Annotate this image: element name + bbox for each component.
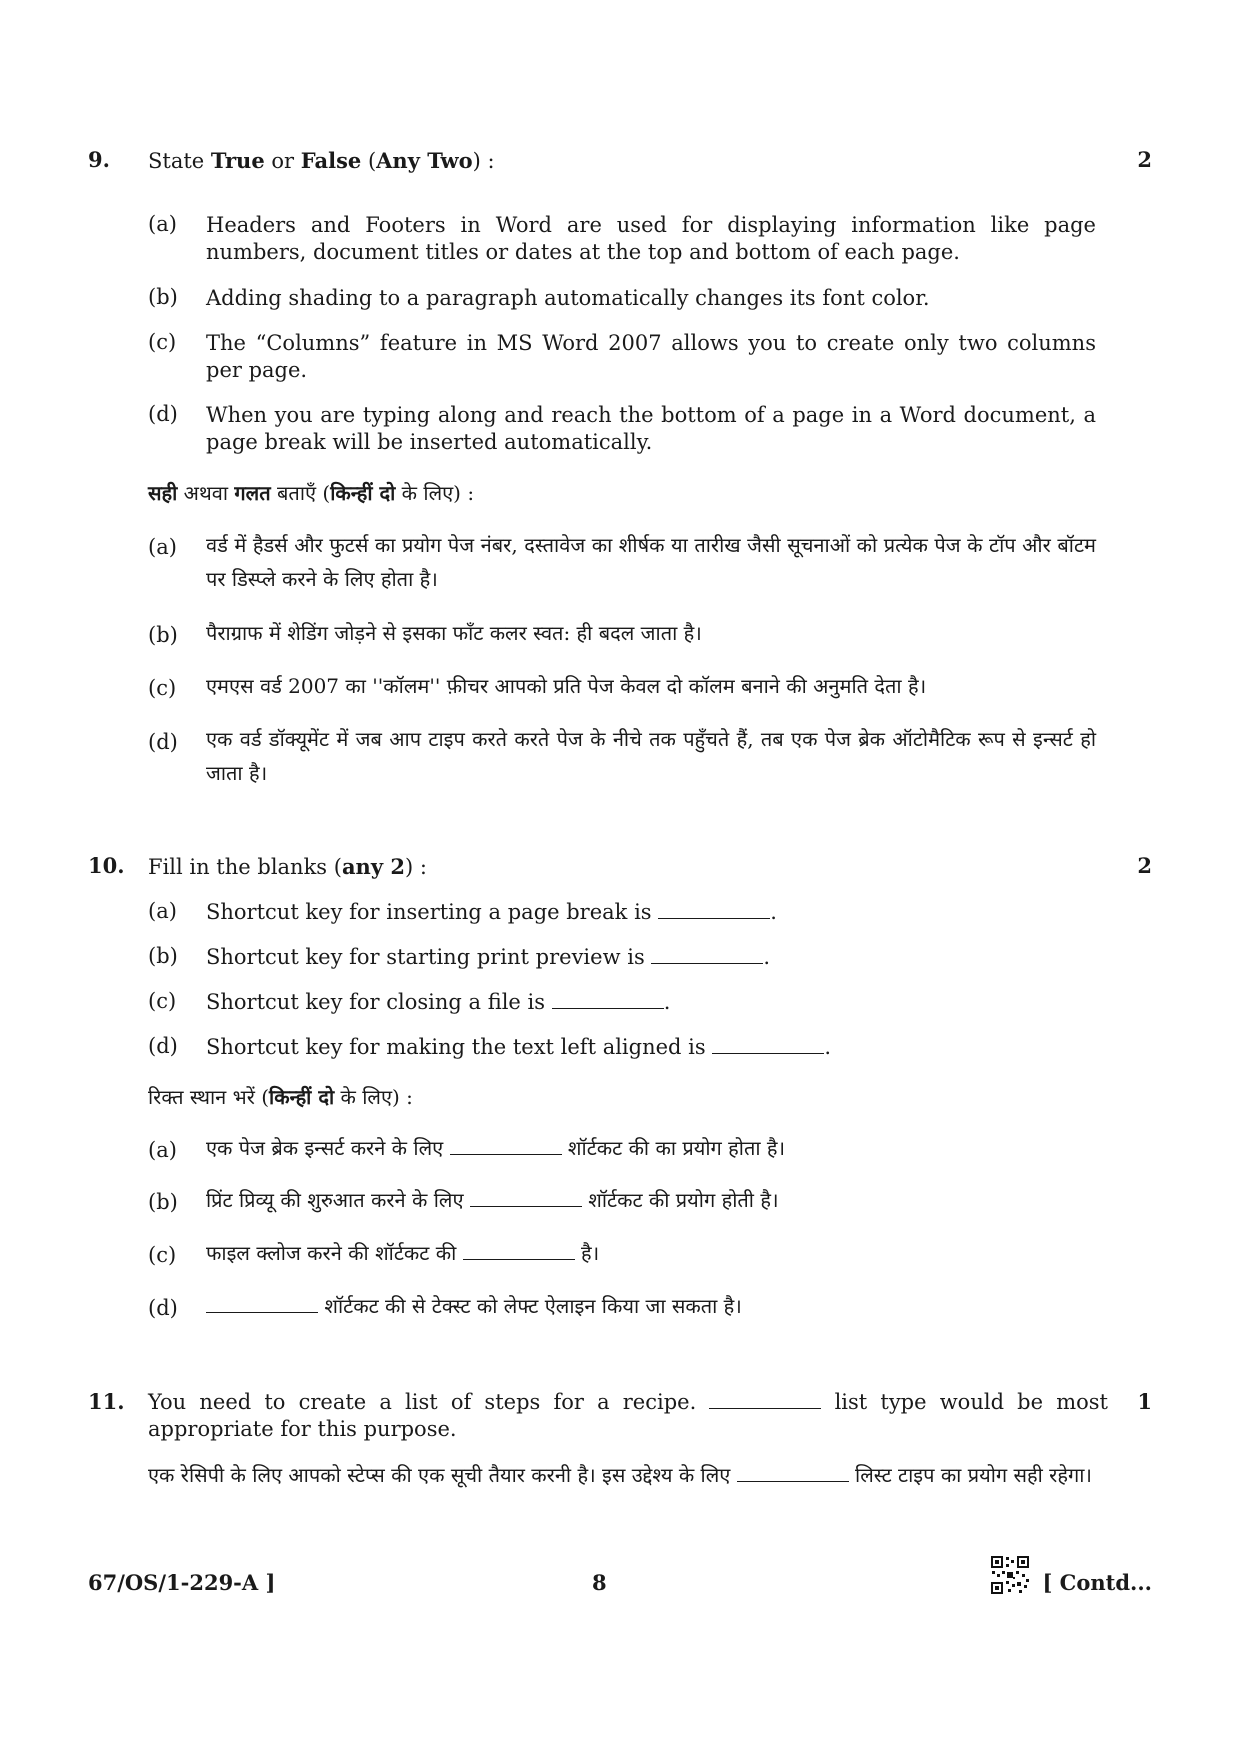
answer-blank xyxy=(651,945,763,964)
q9-item-c-label: (c) xyxy=(148,330,177,354)
q10-hindi-item-d-text: शॉर्टकट की से टेक्स्ट को लेफ्ट ऐलाइन किया जा सकता है। xyxy=(206,1289,1096,1323)
question-10-stem: Fill in the blanks (any 2) : xyxy=(148,854,427,879)
q10-item-c-text: Shortcut key for closing a file is . xyxy=(206,990,671,1014)
answer-blank xyxy=(206,1294,318,1313)
q10-hindi-item-a-label: (a) xyxy=(148,1138,177,1162)
answer-blank xyxy=(658,900,770,919)
q10-item-a-text: Shortcut key for inserting a page break is . xyxy=(206,900,777,924)
question-10-number: 10. xyxy=(88,853,125,878)
q9-item-c-text: The “Columns” feature in MS Word 2007 allows you to create only two columns per page. xyxy=(206,331,1096,382)
q10-hindi-item-c-label: (c) xyxy=(148,1243,177,1267)
paper-code: 67/OS/1-229-A ] xyxy=(88,1570,276,1595)
q10-hindi-item-a-text: एक पेज ब्रेक इन्सर्ट करने के लिए शॉर्टकट की का प्रयोग होता है। xyxy=(206,1136,786,1160)
answer-blank xyxy=(463,1241,575,1260)
q9-hindi-item-d-text: एक वर्ड डॉक्यूमेंट में जब आप टाइप करते करते पेज के नीचे तक पहुँचते हैं, तब एक पेज ब्रेक ऑटोमैटिक रूप से इन्सर्ट हो जाता है। xyxy=(206,727,1096,785)
question-10-hindi-stem: रिक्त स्थान भरें (किन्हीं दो के लिए) : xyxy=(148,1085,413,1109)
question-9-hindi-stem: सही अथवा गलत बताएँ (किन्हीं दो के लिए) : xyxy=(148,481,475,505)
question-11-marks: 1 xyxy=(1137,1389,1152,1414)
answer-blank xyxy=(712,1035,824,1054)
answer-blank xyxy=(737,1463,849,1482)
q9-item-d-label: (d) xyxy=(148,402,178,426)
answer-blank xyxy=(709,1390,821,1409)
answer-blank xyxy=(470,1188,582,1207)
continued-label: [ Contd... xyxy=(1042,1570,1152,1595)
q10-hindi-item-b-text: प्रिंट प्रिव्यू की शुरुआत करने के लिए शॉर्टकट की प्रयोग होती है। xyxy=(206,1188,779,1212)
q9-item-d-text: When you are typing along and reach the bottom of a page in a Word document, a page break will be inserted automatically. xyxy=(206,403,1096,454)
q9-hindi-item-c-label: (c) xyxy=(148,676,177,700)
qr-code-icon xyxy=(990,1555,1030,1595)
q10-hindi-item-b-label: (b) xyxy=(148,1190,178,1214)
q9-hindi-item-c-text: एमएस वर्ड 2007 का ''कॉलम'' फ़ीचर आपको प्रति पेज केवल दो कॉलम बनाने की अनुमति देता है। xyxy=(206,674,927,698)
q9-item-a-text: Headers and Footers in Word are used for displaying information like page numbers, document titles or dates at the top and bottom of each page. xyxy=(206,213,1096,264)
q10-hindi-item-c-text: फाइल क्लोज करने की शॉर्टकट की है। xyxy=(206,1241,600,1265)
question-11-number: 11. xyxy=(88,1389,125,1414)
answer-blank xyxy=(450,1136,562,1155)
answer-blank xyxy=(552,990,664,1009)
q10-item-a-label: (a) xyxy=(148,899,177,923)
q10-hindi-item-d-label: (d) xyxy=(148,1296,178,1320)
q9-item-b-label: (b) xyxy=(148,285,178,309)
question-9-marks: 2 xyxy=(1137,147,1152,172)
question-9-stem: State True or False (Any Two) : xyxy=(148,148,495,173)
q10-item-d-label: (d) xyxy=(148,1034,178,1058)
q10-item-d-text: Shortcut key for making the text left aligned is . xyxy=(206,1035,832,1059)
question-11-hindi-stem: एक रेसिपी के लिए आपको स्टेप्स की एक सूची तैयार करनी है। इस उद्देश्य के लिए लिस्ट टाइप का प्रयोग सही रहेगा। xyxy=(148,1463,1092,1487)
q9-item-a-label: (a) xyxy=(148,212,177,236)
q9-hindi-item-b-text: पैराग्राफ में शेडिंग जोड़ने से इसका फाँट कलर स्वत: ही बदल जाता है। xyxy=(206,621,702,645)
question-11-stem: You need to create a list of steps for a recipe. list type would be most appropriate for this purpose. xyxy=(148,1390,1108,1441)
page-number: 8 xyxy=(592,1570,607,1595)
question-9-number: 9. xyxy=(88,147,110,172)
q9-hindi-item-a-label: (a) xyxy=(148,535,177,559)
q10-item-b-text: Shortcut key for starting print preview is . xyxy=(206,945,771,969)
question-10-marks: 2 xyxy=(1137,853,1152,878)
q9-hindi-item-b-label: (b) xyxy=(148,623,178,647)
q9-item-b-text: Adding shading to a paragraph automatically changes its font color. xyxy=(206,286,930,310)
q10-item-c-label: (c) xyxy=(148,989,177,1013)
q9-hindi-item-d-label: (d) xyxy=(148,730,178,754)
q9-hindi-item-a-text: वर्ड में हैडर्स और फुटर्स का प्रयोग पेज नंबर, दस्तावेज का शीर्षक या तारीख जैसी सूचनाओं को प्रत्येक पेज के टॉप और बॉटम पर डिस्प्ले करने के लिए होता है। xyxy=(206,533,1096,591)
q10-item-b-label: (b) xyxy=(148,944,178,968)
